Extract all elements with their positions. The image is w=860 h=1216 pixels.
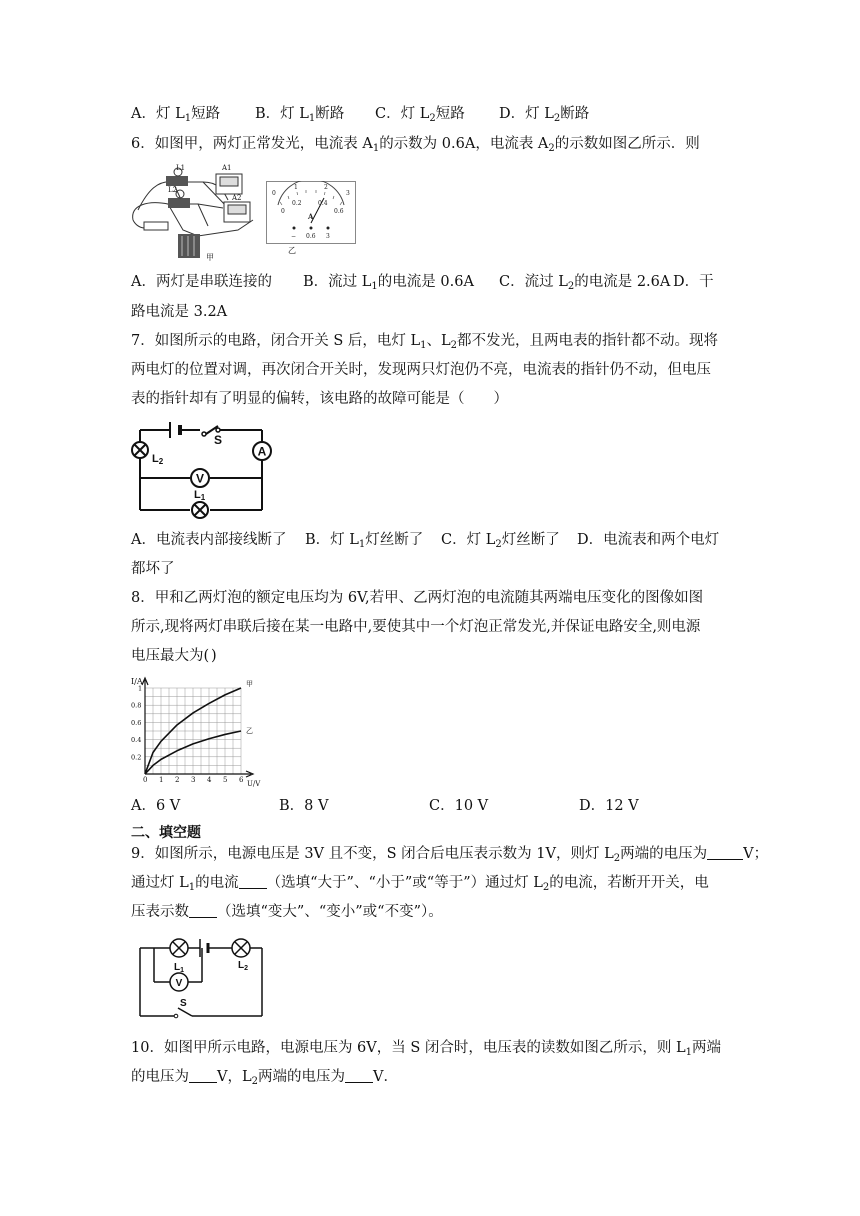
svg-text:L1: L1 [194, 489, 206, 502]
x-tick-label: 1 [159, 776, 164, 784]
meter-bottom-1: 0.2 [292, 200, 302, 207]
q10-blank-1 [189, 1068, 217, 1083]
q7-l1-label: L [194, 489, 201, 501]
q5-options [131, 104, 589, 124]
x-tick-label: 5 [223, 776, 228, 784]
q5-option-b: B．灯 $L_1$断路 [255, 106, 345, 124]
q7-voltmeter-label: V [195, 471, 205, 486]
q6-option-c: C．流过 $L_2$的电流是 2.6A [499, 274, 671, 292]
q6-label-l2: L2 [168, 186, 178, 194]
q6-option-b: B．流过 $L_1$的电流是 0.6A [303, 274, 474, 292]
q10-line1: 10．如图甲所示电路，电源电压为 6V，当 S 闭合时，电压表的读数如图乙所示，则 $L_1$两端 [131, 1040, 722, 1058]
meter-unit: A [308, 212, 314, 221]
q6-fig-jia-label: 甲 [206, 253, 214, 262]
meter-top-3: 3 [346, 190, 350, 197]
q9-blank-1 [707, 845, 743, 860]
q8-line3: 电压最大为( ) [131, 648, 217, 664]
q6-fig-yi-label: 乙 [288, 246, 296, 255]
q6-option-a: A．两灯是串联连接的 [131, 274, 272, 290]
q6-label-a1: A1 [222, 164, 232, 172]
q9-line3: 压表示数 （选填“变大”、“变小”或“不变”）。 [131, 904, 443, 920]
q8-option-a: A．6 V [131, 798, 181, 814]
q8-line2: 所示,现将两灯串联后接在某一电路中,要使其中一个灯泡正常发光,并保证电路安全,则电源 [131, 619, 701, 635]
q9-voltmeter-label: V [175, 978, 183, 989]
q8-ylabel: I/A [131, 677, 143, 686]
q8-option-d: D．12 V [579, 798, 639, 814]
q10-line2: 的电压为 V，$L_2$两端的电压为 V． [131, 1069, 398, 1087]
meter-terminal-06: 0.6 [306, 233, 316, 240]
x-tick-label: 3 [191, 776, 196, 784]
meter-bottom-3: 0.6 [334, 208, 344, 215]
q6-option-d: D．干 [673, 274, 714, 290]
q8-line1: 8．甲和乙两灯泡的额定电压均为 6V,若甲、乙两灯泡的电流随其两端电压变化的图像如图 [131, 590, 704, 606]
q9-circuit [136, 932, 266, 1022]
q9-line2: 通过灯 $L_1$的电流 （选填“大于”、“小于”或“等于”）通过灯 $L_2$的电流，若断开开关，电 [131, 875, 709, 893]
y-tick-label: 0.6 [131, 718, 142, 727]
q8-option-c: C．10 V [429, 798, 489, 814]
q7-switch-label: S [214, 433, 223, 447]
meter-terminal-3: 3 [326, 233, 330, 240]
q5-option-a: A．灯 $L_1$短路 [131, 106, 221, 124]
q7-option-b: B．灯 $L_1$灯丝断了 [305, 532, 424, 550]
q9-blank-2 [239, 874, 267, 889]
series-label: 乙 [246, 727, 253, 735]
q9-l1-label: L [174, 962, 181, 973]
q8-xlabel: U/V [247, 780, 261, 788]
q10-blank-2 [345, 1068, 373, 1083]
x-tick-label: 6 [239, 776, 244, 784]
q6-label-a2: A2 [232, 194, 242, 202]
q7-circuit [128, 420, 278, 520]
section-title: 二、填空题 [131, 825, 201, 841]
q8-options [131, 796, 639, 816]
x-tick-label: 2 [175, 776, 180, 784]
q7-ammeter-label: A [257, 444, 267, 459]
svg-text:L2: L2 [152, 453, 164, 466]
q7-options-line1 [131, 530, 719, 550]
x-tick-label: 0 [143, 776, 148, 784]
q6-figure-yi [266, 181, 356, 255]
q7-line2: 两电灯的位置对调，再次闭合开关时，发现两只灯泡仍不亮，电流表的指针仍不动，但电压 [131, 362, 711, 378]
q6-stem: 6．如图甲，两灯正常发光，电流表 $A_1$的示数为 0.6A，电流表 $A_2$的示数如图乙所示．则 [131, 136, 700, 154]
series-label: 甲 [246, 680, 253, 688]
q5-option-c: C．灯 $L_2$短路 [375, 106, 465, 124]
y-tick-label: 0.2 [131, 753, 142, 762]
q9-blank-3 [189, 903, 217, 918]
q7-option-a: A．电流表内部接线断了 [131, 532, 287, 548]
q9-line1: 9．如图所示，电源电压是 3V 且不变，S 闭合后电压表示数为 1V，则灯 $L_2$两端的电压为 V； [131, 846, 769, 864]
y-tick-label: 1 [138, 684, 143, 693]
q7-options-line2: 都坏了 [131, 561, 175, 577]
q9-l2-label: L [238, 960, 245, 971]
y-tick-label: 0.4 [131, 736, 142, 745]
x-tick-label: 4 [207, 776, 212, 784]
q7-option-c: C．灯 $L_2$灯丝断了 [441, 532, 560, 550]
meter-top-2: 2 [324, 184, 328, 191]
q7-option-d: D．电流表和两个电灯 [577, 532, 720, 548]
q7-l2-label: L [152, 453, 159, 465]
q7-line3: 表的指针却有了明显的偏转，该电路的故障可能是（ ） [131, 391, 508, 407]
q5-option-d: D．灯 $L_2$断路 [499, 106, 590, 124]
meter-bottom-0: 0 [281, 208, 285, 215]
svg-text:L2: $L_2$ [238, 960, 249, 972]
meter-top-1: 1 [294, 184, 298, 191]
q6-figure-jia [128, 160, 262, 264]
q7-line1: 7．如图所示的电路，闭合开关 S 后，电灯 $L_1$、$L_2$都不发光，且两电表的指针都不动。现将 [131, 333, 719, 351]
q9-switch-label: S [180, 998, 187, 1009]
q8-option-b: B．8 V [279, 798, 329, 814]
y-tick-label: 0.8 [131, 701, 142, 710]
meter-top-0: 0 [272, 190, 276, 197]
q6-options-line2: 路电流是 3.2A [131, 304, 228, 320]
q6-label-l1: L1 [176, 164, 186, 172]
q6-options-line1 [131, 272, 714, 292]
q8-chart [125, 674, 265, 790]
svg-text:L1: $L_1$ [174, 962, 185, 974]
meter-bottom-2: 0.4 [318, 200, 328, 207]
meter-terminal-neg: − [291, 233, 297, 240]
